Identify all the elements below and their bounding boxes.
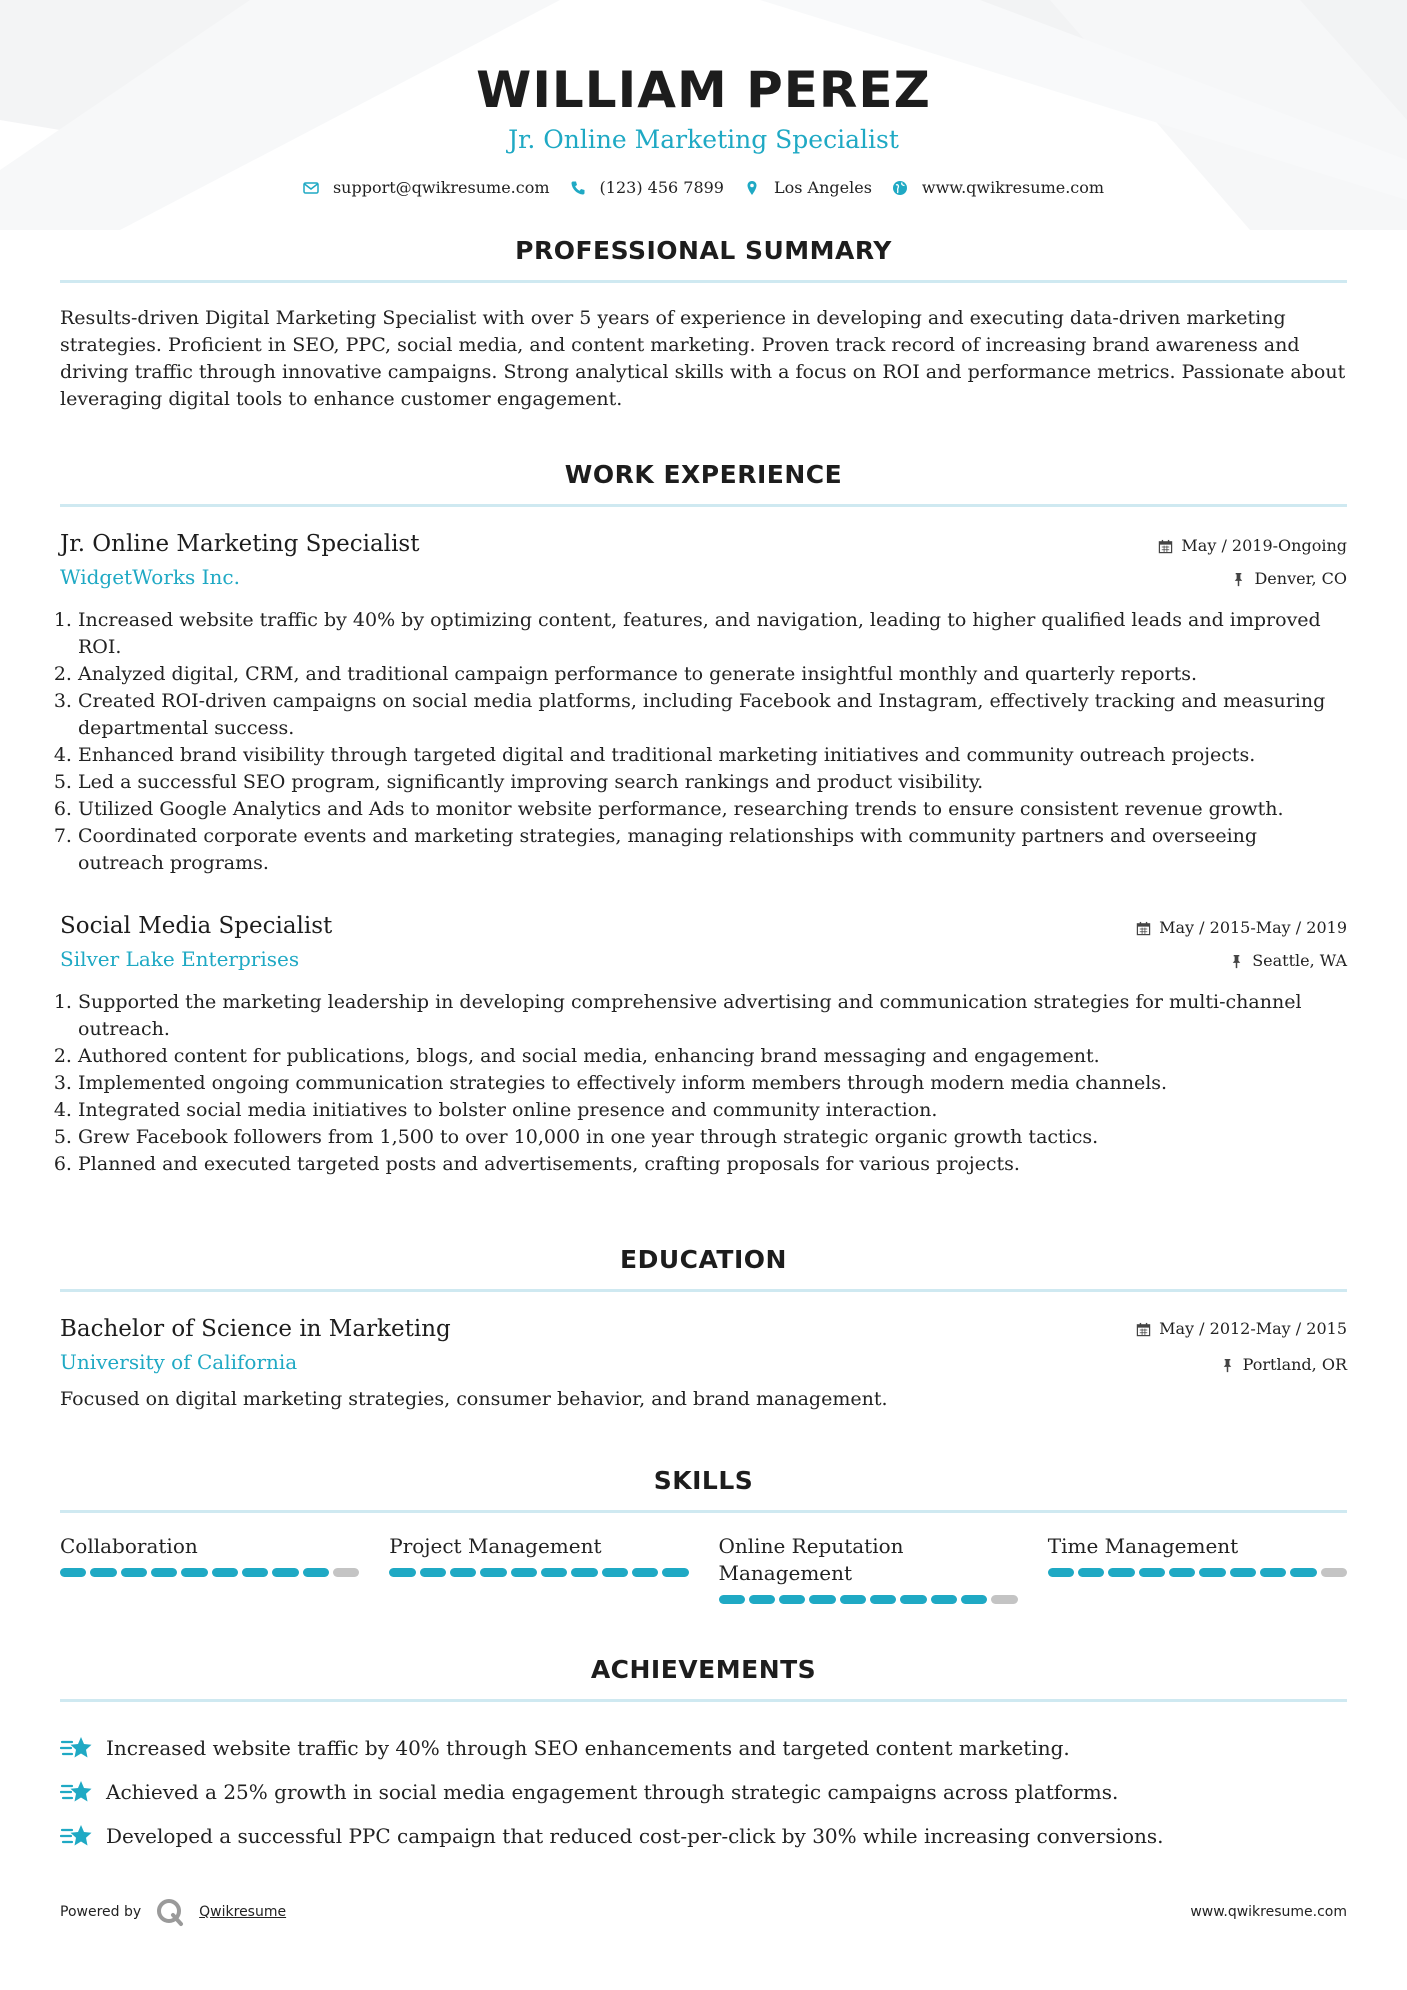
skill-segment-empty [1321, 1568, 1347, 1577]
skill-segment-filled [632, 1568, 658, 1577]
education-section [60, 1244, 1347, 1413]
job-bullet: 6. Planned and executed targeted posts and advertisements, crafting proposals for various projects. [78, 1151, 1347, 1178]
skill-segment-empty [333, 1568, 359, 1577]
skill-segment-filled [450, 1568, 476, 1577]
skill-name: Project Management [389, 1534, 602, 1558]
skill-segment-filled [303, 1568, 329, 1577]
candidate-name: WILLIAM PEREZ [476, 61, 931, 119]
job-date: May / 2015-May / 2019 [1159, 918, 1347, 937]
skill-item [389, 1533, 688, 1604]
skill-segment-filled [242, 1568, 268, 1577]
shooting-star-icon [60, 1777, 94, 1807]
skill-segment-filled [870, 1595, 896, 1604]
skill-segment-filled [840, 1595, 866, 1604]
skill-segment-filled [900, 1595, 926, 1604]
pushpin-icon [1229, 954, 1244, 969]
skill-segment-filled [511, 1568, 537, 1577]
achievement-item [60, 1726, 1347, 1770]
summary-text: Results-driven Digital Marketing Specialist with over 5 years of experience in developing and executing data-driven marketing strategies. Proficient in SEO, PPC, social media, and content marketing. Proven track record of increasing brand awareness and driving traffic through innovative campaigns. Strong analytical skills with a focus on ROI and performance metrics. Passionate about leveraging digital tools to enhance customer engagement. [60, 307, 1346, 410]
skill-level-bar [389, 1568, 688, 1577]
skill-segment-filled [90, 1568, 116, 1577]
summary-heading: PROFESSIONAL SUMMARY [515, 236, 892, 265]
skill-segment-empty [991, 1595, 1017, 1604]
skill-segment-filled [212, 1568, 238, 1577]
job-bullet: 3. Implemented ongoing communication strategies to effectively inform members through modern media channels. [78, 1070, 1347, 1097]
education-divider [60, 1289, 1347, 1292]
job-bullet: 1. Increased website traffic by 40% by optimizing content, features, and navigation, leading to higher qualified leads and improved ROI. [78, 607, 1347, 661]
skill-segment-filled [1260, 1568, 1286, 1577]
skill-segment-filled [1139, 1568, 1165, 1577]
job-title: Jr. Online Marketing Specialist [60, 531, 420, 557]
skill-segment-filled [662, 1568, 688, 1577]
skill-segment-filled [931, 1595, 957, 1604]
job-bullet: 6. Utilized Google Analytics and Ads to monitor website performance, researching trends to ensure consistent revenue growth. [78, 796, 1347, 823]
skill-name: Time Management [1047, 1534, 1239, 1558]
contact-website[interactable] [892, 178, 1104, 197]
skill-segment-filled [480, 1568, 506, 1577]
skill-segment-filled [420, 1568, 446, 1577]
shooting-star-icon [60, 1821, 94, 1851]
qwikresume-logo-icon [155, 1897, 185, 1927]
job-entry [60, 529, 1347, 877]
summary-divider [60, 280, 1347, 283]
achievement-text: Achieved a 25% growth in social media engagement through strategic campaigns across platforms. [106, 1780, 1119, 1804]
job-location: Denver, CO [1254, 569, 1347, 588]
skill-segment-filled [1078, 1568, 1104, 1577]
skills-section [60, 1465, 1347, 1604]
contact-email[interactable] [303, 178, 550, 197]
skill-segment-filled [961, 1595, 987, 1604]
education-degree: Bachelor of Science in Marketing [60, 1316, 451, 1342]
skill-segment-filled [389, 1568, 415, 1577]
achievement-text: Developed a successful PPC campaign that reduced cost-per-click by 30% while increasing conversions. [106, 1824, 1164, 1848]
envelope-icon [303, 180, 319, 196]
contact-phone-text: (123) 456 7899 [599, 178, 724, 197]
skill-segment-filled [181, 1568, 207, 1577]
achievement-item [60, 1770, 1347, 1814]
pushpin-icon [1231, 572, 1246, 587]
skills-grid [60, 1533, 1347, 1604]
education-location: Portland, OR [1242, 1355, 1347, 1374]
skill-level-bar [719, 1595, 1018, 1604]
job-bullet: 1. Supported the marketing leadership in developing comprehensive advertising and communication strategies for multi-channel outreach. [78, 989, 1347, 1043]
contact-location-text: Los Angeles [773, 178, 872, 197]
job-bullet-list [60, 989, 1347, 1178]
calendar-icon [1136, 921, 1151, 936]
powered-by [60, 1897, 286, 1927]
job-company: Silver Lake Enterprises [60, 947, 300, 971]
skill-segment-filled [121, 1568, 147, 1577]
job-bullet: 4. Integrated social media initiatives to bolster online presence and community interaction. [78, 1097, 1347, 1124]
achievements-list [60, 1726, 1347, 1858]
job-bullet: 3. Created ROI-driven campaigns on social media platforms, including Facebook and Instagram, effectively tracking and measuring departmental success. [78, 688, 1347, 742]
education-description: Focused on digital marketing strategies, consumer behavior, and brand management. [60, 1388, 888, 1410]
skill-name: Collaboration [60, 1534, 198, 1558]
skill-segment-filled [571, 1568, 597, 1577]
education-heading: EDUCATION [620, 1245, 787, 1274]
skill-item [60, 1533, 359, 1604]
candidate-title: Jr. Online Marketing Specialist [508, 125, 899, 154]
achievements-heading: ACHIEVEMENTS [590, 1655, 817, 1684]
calendar-icon [1158, 539, 1173, 554]
skills-divider [60, 1510, 1347, 1513]
skill-segment-filled [541, 1568, 567, 1577]
job-date: May / 2019-Ongoing [1181, 536, 1347, 555]
shooting-star-icon [60, 1733, 94, 1763]
skill-segment-filled [749, 1595, 775, 1604]
job-company: WidgetWorks Inc. [60, 565, 240, 589]
calendar-icon [1136, 1322, 1151, 1337]
job-bullet: 4. Enhanced brand visibility through targeted digital and traditional marketing initiatives and community outreach projects. [78, 742, 1347, 769]
education-date: May / 2012-May / 2015 [1159, 1319, 1347, 1338]
achievement-item [60, 1814, 1347, 1858]
pushpin-icon [1220, 1358, 1235, 1373]
skill-segment-filled [1230, 1568, 1256, 1577]
skill-name: Online Reputation Management [718, 1534, 904, 1585]
skill-segment-filled [1108, 1568, 1134, 1577]
achievement-text: Increased website traffic by 40% through SEO enhancements and targeted content marketing. [106, 1736, 1070, 1760]
contact-email-text: support@qwikresume.com [332, 178, 550, 197]
skill-segment-filled [272, 1568, 298, 1577]
skill-segment-filled [719, 1595, 745, 1604]
skill-segment-filled [779, 1595, 805, 1604]
summary-section [60, 235, 1347, 413]
achievements-divider [60, 1699, 1347, 1702]
contact-phone[interactable] [570, 178, 724, 197]
footer [60, 1897, 1347, 1927]
job-bullet: 5. Grew Facebook followers from 1,500 to over 10,000 in one year through strategic organic growth tactics. [78, 1124, 1347, 1151]
skill-segment-filled [1048, 1568, 1074, 1577]
experience-heading: WORK EXPERIENCE [564, 460, 843, 489]
job-bullet: 2. Analyzed digital, CRM, and traditional campaign performance to generate insightful monthly and quarterly reports. [78, 661, 1347, 688]
job-location: Seattle, WA [1252, 951, 1347, 970]
powered-by-label: Powered by [60, 1904, 142, 1920]
contact-location [744, 178, 872, 197]
job-entry [60, 911, 1347, 1178]
skill-segment-filled [151, 1568, 177, 1577]
skill-level-bar [60, 1568, 359, 1577]
globe-icon [892, 180, 908, 196]
education-school: University of California [60, 1350, 298, 1374]
map-pin-icon [744, 180, 760, 196]
skill-segment-filled [602, 1568, 628, 1577]
job-bullet: 7. Coordinated corporate events and marketing strategies, managing relationships with community partners and overseeing outreach programs. [78, 823, 1347, 877]
skill-level-bar [1048, 1568, 1347, 1577]
contact-bar [60, 178, 1347, 197]
skill-segment-filled [60, 1568, 86, 1577]
job-bullet: 5. Led a successful SEO program, significantly improving search rankings and product visibility. [78, 769, 1347, 796]
phone-icon [570, 180, 586, 196]
experience-divider [60, 504, 1347, 507]
footer-website[interactable]: www.qwikresume.com [1190, 1904, 1347, 1920]
skill-segment-filled [809, 1595, 835, 1604]
job-bullet-list [60, 607, 1347, 877]
contact-website-text: www.qwikresume.com [921, 178, 1105, 197]
skills-heading: SKILLS [653, 1466, 754, 1495]
skill-item [1048, 1533, 1347, 1604]
skill-segment-filled [1199, 1568, 1225, 1577]
achievements-section [60, 1654, 1347, 1858]
skill-item [719, 1533, 1018, 1604]
job-title: Social Media Specialist [60, 913, 333, 939]
skill-segment-filled [1169, 1568, 1195, 1577]
brand-link[interactable]: Qwikresume [199, 1904, 287, 1920]
skill-segment-filled [1290, 1568, 1316, 1577]
job-bullet: 2. Authored content for publications, blogs, and social media, enhancing brand messaging and engagement. [78, 1043, 1347, 1070]
experience-section [60, 459, 1347, 1178]
